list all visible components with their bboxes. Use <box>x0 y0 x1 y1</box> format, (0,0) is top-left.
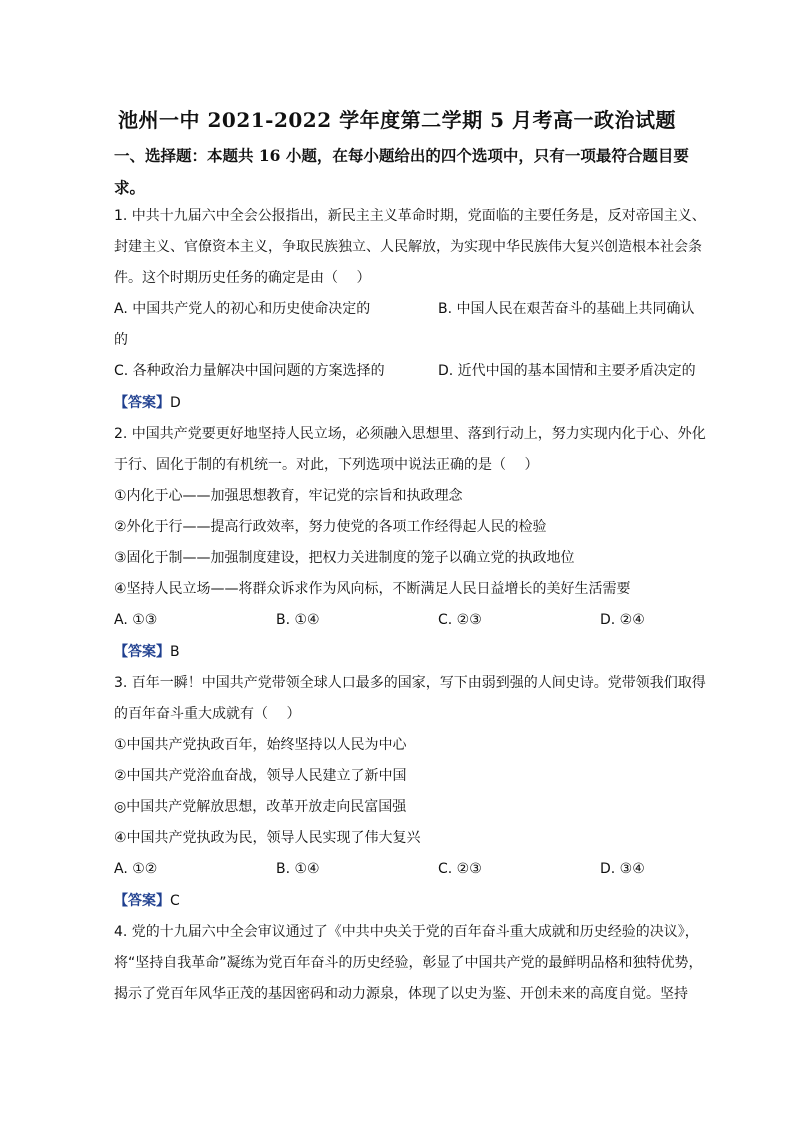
q2-option-a: A. ①③ <box>114 612 158 628</box>
section-heading: 一、选择题：本题共 16 小题，在每小题给出的四个选项中，只有一项最符合题目要 <box>114 146 689 165</box>
q2-stem-line: 2. 中国共产党要更好地坚持人民立场，必须融入思想里、落到行动上，努力实现内化于心、外化 <box>114 426 706 442</box>
answer-tag: 【答案】 <box>114 395 170 411</box>
q4-stem-line: 将“坚持自我革命”凝练为党百年奋斗的历史经验，彰显了中国共产党的最鲜明品格和独特优势， <box>114 955 703 971</box>
q1-option-b: B. 中国人民在艰苦奋斗的基础上共同确认 <box>438 301 695 317</box>
q1-stem-line: 封建主义、官僚资本主义，争取民族独立、人民解放，为实现中华民族伟大复兴创造根本社会条 <box>114 239 702 255</box>
q2-option-b: B. ①④ <box>276 612 320 628</box>
q1-answer <box>114 393 181 413</box>
q2-answer <box>114 642 180 662</box>
answer-value: B <box>170 644 180 660</box>
q2-stem-line: 于行、固化于制的有机统一。对此，下列选项中说法正确的是（ ） <box>114 457 539 473</box>
q1-option-c: C. 各种政治力量解决中国问题的方案选择的 <box>114 363 385 379</box>
q3-statement: ①中国共产党执政百年，始终坚持以人民为中心 <box>114 737 407 753</box>
answer-value: C <box>170 893 180 909</box>
q1-stem-line: 1. 中共十九届六中全会公报指出，新民主主义革命时期，党面临的主要任务是，反对帝国主义、 <box>114 208 706 224</box>
q2-statement: ④坚持人民立场——将群众诉求作为风向标，不断满足人民日益增长的美好生活需要 <box>114 581 631 597</box>
q4-stem-line: 揭示了党百年风华正茂的基因密码和动力源泉，体现了以史为鉴、开创未来的高度自觉。坚持 <box>114 986 688 1002</box>
q3-option-b: B. ①④ <box>276 861 320 877</box>
section-heading-cont: 求。 <box>114 178 146 197</box>
page-title: 池州一中 2021-2022 学年度第二学期 5 月考高一政治试题 <box>118 108 676 132</box>
q1-stem-line: 件。这个时期历史任务的确定是由（ ） <box>114 270 371 286</box>
q3-statement: ④中国共产党执政为民，领导人民实现了伟大复兴 <box>114 830 421 846</box>
answer-value: D <box>170 395 181 411</box>
q3-stem-line: 3. 百年一瞬！中国共产党带领全球人口最多的国家，写下由弱到强的人间史诗。党带领我们取得 <box>114 675 706 691</box>
q3-statement: ◎中国共产党解放思想，改革开放走向民富国强 <box>114 799 407 815</box>
q3-stem-line: 的百年奋斗重大成就有（ ） <box>114 706 301 722</box>
q2-option-c: C. ②③ <box>438 612 482 628</box>
q3-option-c: C. ②③ <box>438 861 482 877</box>
answer-tag: 【答案】 <box>114 644 170 660</box>
q2-statement: ②外化于行——提高行政效率，努力使党的各项工作经得起人民的检验 <box>114 519 547 535</box>
q1-option-a: A. 中国共产党人的初心和历史使命决定的 <box>114 301 371 317</box>
q1-option-b-cont: 的 <box>114 332 128 348</box>
q2-option-d: D. ②④ <box>600 612 645 628</box>
q2-statement: ①内化于心——加强思想教育，牢记党的宗旨和执政理念 <box>114 488 463 504</box>
q4-stem-line: 4. 党的十九届六中全会审议通过了《中共中央关于党的百年奋斗重大成就和历史经验的决议》， <box>114 924 699 940</box>
answer-tag: 【答案】 <box>114 893 170 909</box>
q3-statement: ②中国共产党浴血奋战，领导人民建立了新中国 <box>114 768 407 784</box>
q3-option-d: D. ③④ <box>600 861 645 877</box>
q2-statement: ③固化于制——加强制度建设，把权力关进制度的笼子以确立党的执政地位 <box>114 550 575 566</box>
q3-answer <box>114 891 180 911</box>
q3-option-a: A. ①② <box>114 861 158 877</box>
q1-option-d: D. 近代中国的基本国情和主要矛盾决定的 <box>438 363 696 379</box>
